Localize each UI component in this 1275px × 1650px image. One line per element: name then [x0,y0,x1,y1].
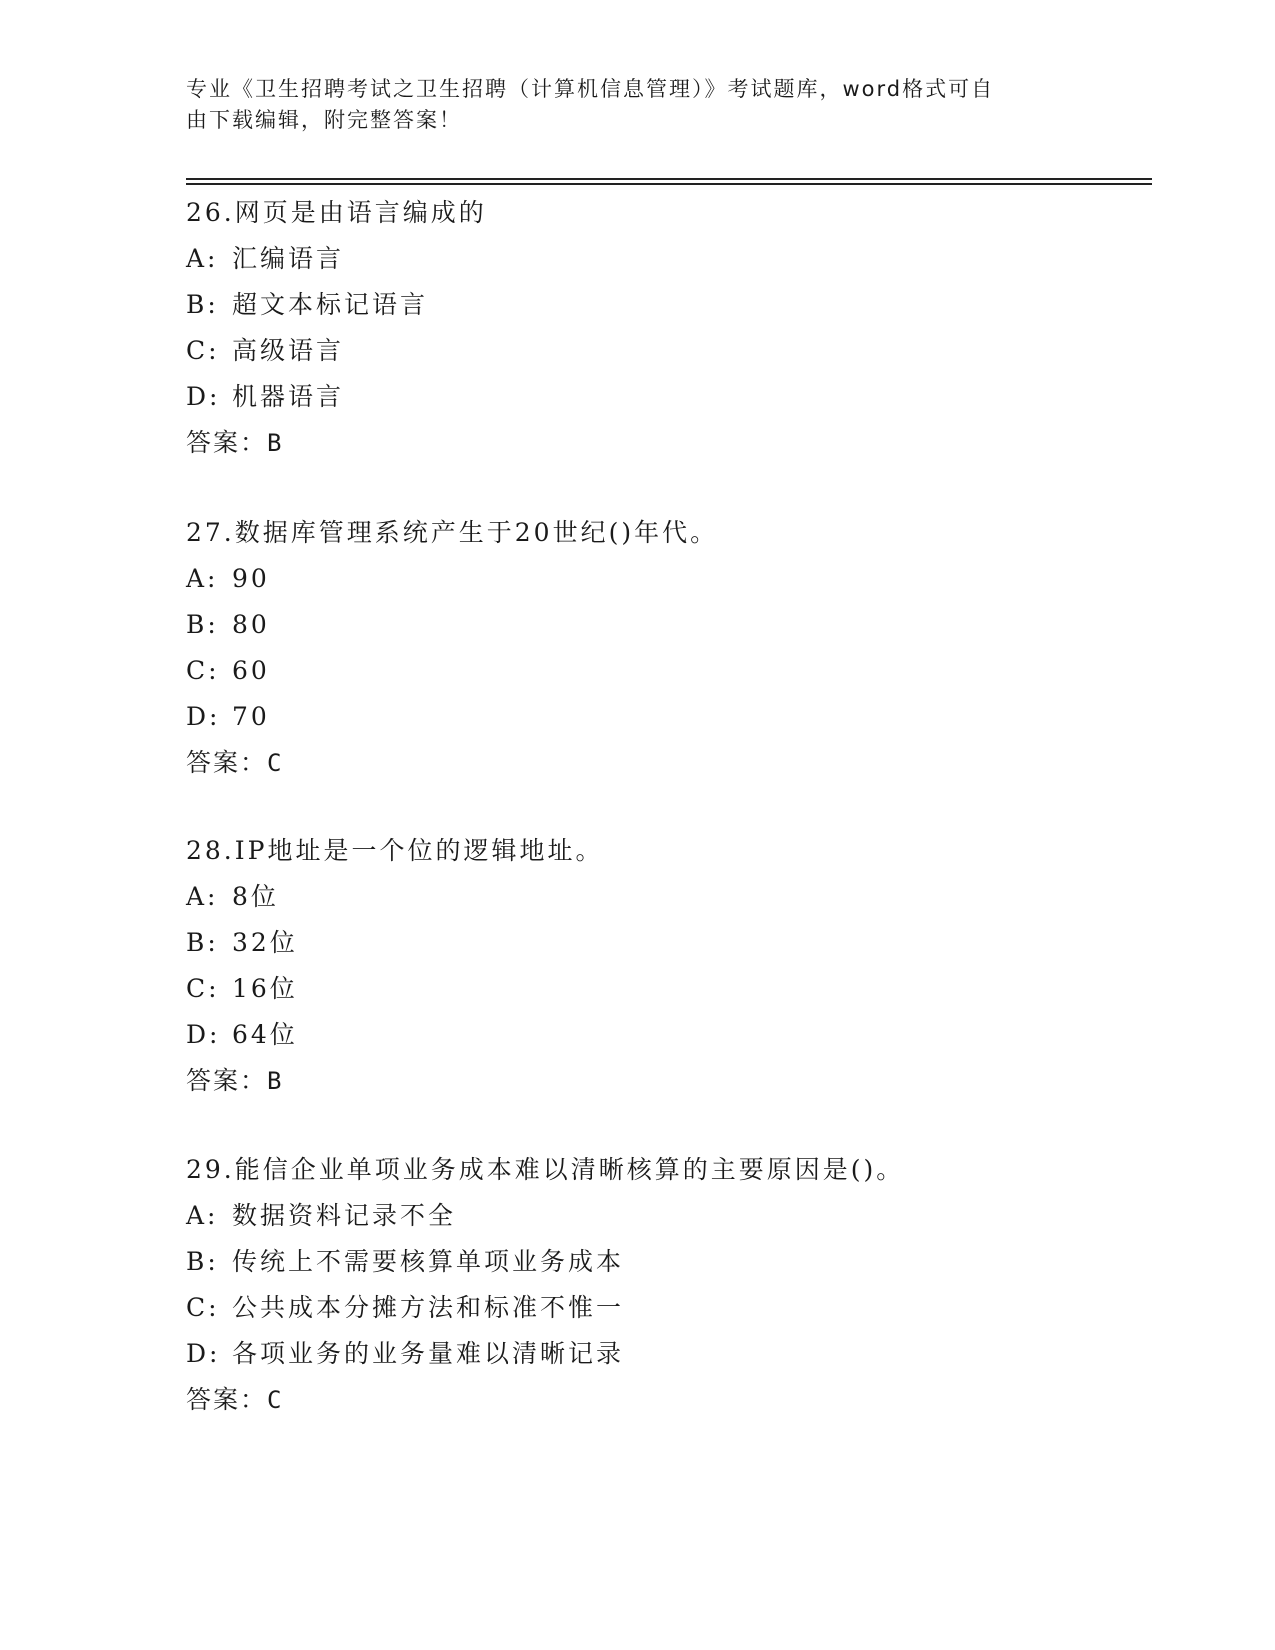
option-text: 传统上不需要核算单项业务成本 [232,1247,625,1276]
option-c [186,328,1146,374]
option-letter: D: [186,702,221,731]
option-text: 数据资料记录不全 [232,1201,457,1230]
option-c [186,966,1146,1012]
question-text: IP地址是一个位的逻辑地址。 [234,836,604,865]
option-a [186,874,1146,920]
header-line-2: 由下载编辑，附完整答案！ [186,108,462,132]
question-27 [186,510,1146,786]
option-b [186,920,1146,966]
option-letter: C: [186,974,220,1003]
option-letter: A: [186,1201,219,1230]
question-number: 29. [186,1155,235,1184]
option-letter: C: [186,336,220,365]
option-letter: C: [186,656,220,685]
answer-value: B [267,429,284,457]
answer-label: 答案： [186,428,268,457]
option-text: 80 [232,610,270,639]
option-letter: D: [186,1339,221,1368]
option-text: 16位 [232,974,298,1003]
option-text: 各项业务的业务量难以清晰记录 [232,1339,625,1368]
header-divider-bottom [186,183,1152,185]
answer-value: C [267,1386,284,1414]
question-26 [186,190,1146,466]
answer-label: 答案： [186,748,268,777]
question-text: 数据库管理系统产生于20世纪()年代。 [234,518,719,547]
option-a [186,1193,1146,1239]
option-letter: C: [186,1293,220,1322]
answer-line [186,1058,1146,1104]
question-text: 网页是由语言编成的 [234,198,487,227]
option-b [186,1239,1146,1285]
option-text: 32位 [232,928,298,957]
option-c [186,1285,1146,1331]
option-text: 70 [232,702,270,731]
option-text: 超文本标记语言 [232,290,429,319]
option-a [186,556,1146,602]
option-text: 汇编语言 [232,244,345,273]
option-letter: A: [186,564,219,593]
option-letter: A: [186,244,219,273]
question-stem [186,510,1146,556]
question-number: 26. [186,198,235,227]
option-text: 高级语言 [232,336,345,365]
option-d [186,1331,1146,1377]
question-28 [186,828,1146,1104]
option-text: 60 [232,656,270,685]
option-text: 90 [232,564,270,593]
option-b [186,282,1146,328]
answer-line [186,420,1146,466]
question-29 [186,1147,1146,1423]
header-line-1: 专业《卫生招聘考试之卫生招聘（计算机信息管理）》考试题库，word格式可自 [186,77,995,101]
option-letter: A: [186,882,219,911]
option-letter: D: [186,382,221,411]
answer-line [186,1377,1146,1423]
option-d [186,1012,1146,1058]
answer-label: 答案： [186,1385,268,1414]
option-letter: B: [186,610,219,639]
answer-line [186,740,1146,786]
question-stem [186,828,1146,874]
question-number: 28. [186,836,235,865]
answer-value: B [267,1067,284,1095]
option-letter: B: [186,290,219,319]
question-text: 能信企业单项业务成本难以清晰核算的主要原因是()。 [234,1155,905,1184]
option-text: 公共成本分摊方法和标准不惟一 [232,1293,625,1322]
option-c [186,648,1146,694]
option-letter: D: [186,1020,221,1049]
answer-value: C [267,749,284,777]
answer-label: 答案： [186,1066,268,1095]
option-letter: B: [186,1247,219,1276]
option-text: 8位 [232,882,279,911]
option-d [186,694,1146,740]
option-text: 机器语言 [232,382,345,411]
header-divider-top [186,178,1152,180]
question-number: 27. [186,518,235,547]
question-stem [186,1147,1146,1193]
option-a [186,236,1146,282]
question-stem [186,190,1146,236]
option-b [186,602,1146,648]
document-header [186,74,1066,136]
option-letter: B: [186,928,219,957]
option-text: 64位 [232,1020,298,1049]
option-d [186,374,1146,420]
